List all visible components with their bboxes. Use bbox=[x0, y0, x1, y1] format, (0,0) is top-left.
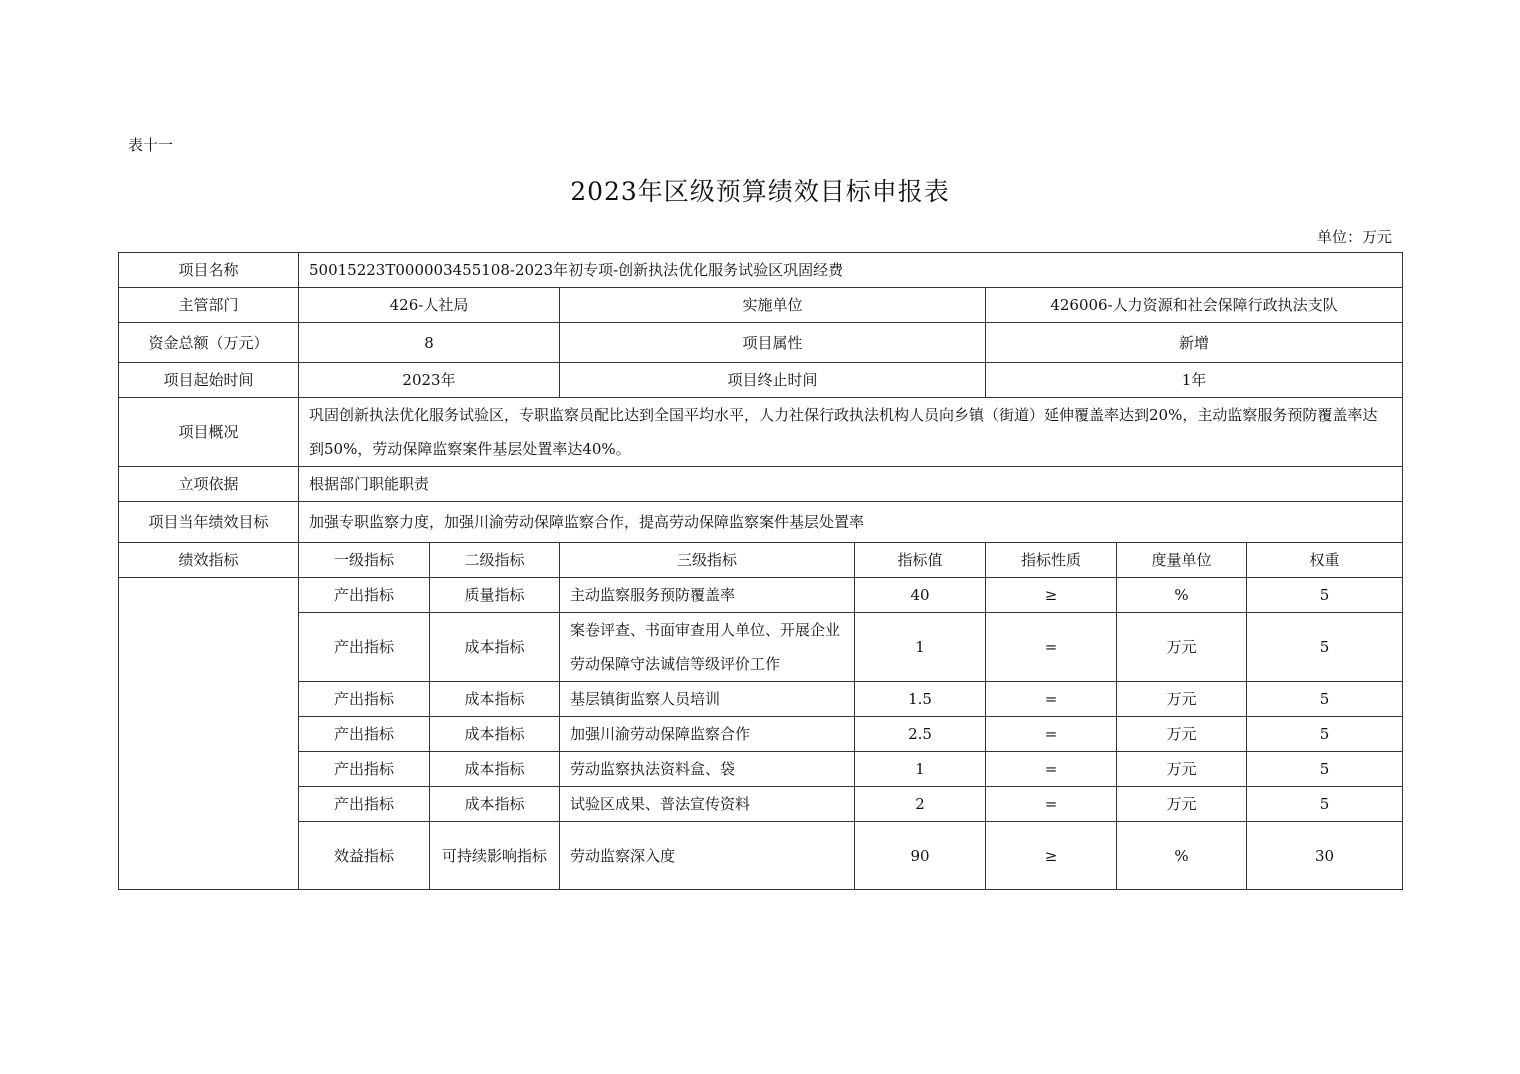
basis-label: 立项依据 bbox=[119, 467, 299, 502]
cell-value: 1.5 bbox=[855, 682, 986, 717]
cell-unit: 万元 bbox=[1117, 682, 1247, 717]
table-row bbox=[119, 717, 1403, 752]
table-row bbox=[119, 613, 1403, 682]
cell-value: 2.5 bbox=[855, 717, 986, 752]
cell-level3: 试验区成果、普法宣传资料 bbox=[560, 787, 855, 822]
table-row bbox=[119, 752, 1403, 787]
goal-value: 加强专职监察力度，加强川渝劳动保障监察合作，提高劳动保障监察案件基层处置率 bbox=[299, 502, 1403, 543]
header-value: 指标值 bbox=[855, 543, 986, 578]
cell-weight: 5 bbox=[1247, 717, 1403, 752]
cell-nature: = bbox=[986, 717, 1117, 752]
cell-nature: ≥ bbox=[986, 822, 1117, 890]
indicator-label: 绩效指标 bbox=[119, 543, 299, 578]
unit-label: 单位：万元 bbox=[1316, 228, 1392, 246]
cell-unit: % bbox=[1117, 822, 1247, 890]
cell-level3: 劳动监察执法资料盒、袋 bbox=[560, 752, 855, 787]
cell-value: 90 bbox=[855, 822, 986, 890]
cell-weight: 30 bbox=[1247, 822, 1403, 890]
indicator-header-row bbox=[119, 543, 1403, 578]
basis-value: 根据部门职能职责 bbox=[299, 467, 1403, 502]
row-period bbox=[119, 363, 1403, 398]
row-basis bbox=[119, 467, 1403, 502]
cell-level2: 成本指标 bbox=[430, 682, 560, 717]
project-name-label: 项目名称 bbox=[119, 253, 299, 288]
cell-level3: 加强川渝劳动保障监察合作 bbox=[560, 717, 855, 752]
start-label: 项目起始时间 bbox=[119, 363, 299, 398]
cell-level3: 基层镇街监察人员培训 bbox=[560, 682, 855, 717]
project-name-value: 50015223T000003455108-2023年初专项-创新执法优化服务试验区巩固经费 bbox=[299, 253, 1403, 288]
cell-nature: = bbox=[986, 682, 1117, 717]
cell-level3: 主动监察服务预防覆盖率 bbox=[560, 578, 855, 613]
cell-weight: 5 bbox=[1247, 787, 1403, 822]
cell-nature: ≥ bbox=[986, 578, 1117, 613]
cell-nature: = bbox=[986, 613, 1117, 682]
fund-value: 8 bbox=[299, 323, 560, 363]
cell-level2: 成本指标 bbox=[430, 752, 560, 787]
dept-label: 主管部门 bbox=[119, 288, 299, 323]
header-level1: 一级指标 bbox=[299, 543, 430, 578]
indicator-blank-cell bbox=[119, 578, 299, 890]
cell-level1: 产出指标 bbox=[299, 752, 430, 787]
row-project-name bbox=[119, 253, 1403, 288]
header-level3: 三级指标 bbox=[560, 543, 855, 578]
cell-level2: 成本指标 bbox=[430, 613, 560, 682]
goal-label: 项目当年绩效目标 bbox=[119, 502, 299, 543]
impl-label: 实施单位 bbox=[560, 288, 986, 323]
cell-level1: 产出指标 bbox=[299, 682, 430, 717]
end-value: 1年 bbox=[986, 363, 1403, 398]
overview-value: 巩固创新执法优化服务试验区，专职监察员配比达到全国平均水平，人力社保行政执法机构人员向乡镇（街道）延伸覆盖率达到20%，主动监察服务预防覆盖率达到50%，劳动保障监察案件基层处置率达40%。 bbox=[299, 398, 1403, 467]
table-number: 表十一 bbox=[128, 136, 174, 154]
attr-value: 新增 bbox=[986, 323, 1403, 363]
header-nature: 指标性质 bbox=[986, 543, 1117, 578]
cell-level1: 效益指标 bbox=[299, 822, 430, 890]
cell-value: 1 bbox=[855, 613, 986, 682]
cell-nature: = bbox=[986, 752, 1117, 787]
performance-target-table bbox=[118, 252, 1403, 890]
cell-unit: 万元 bbox=[1117, 787, 1247, 822]
cell-level3: 劳动监察深入度 bbox=[560, 822, 855, 890]
cell-weight: 5 bbox=[1247, 613, 1403, 682]
table-row bbox=[119, 822, 1403, 890]
cell-unit: 万元 bbox=[1117, 717, 1247, 752]
cell-level1: 产出指标 bbox=[299, 717, 430, 752]
row-fund bbox=[119, 323, 1403, 363]
cell-value: 1 bbox=[855, 752, 986, 787]
dept-value: 426-人社局 bbox=[299, 288, 560, 323]
cell-level2: 成本指标 bbox=[430, 717, 560, 752]
cell-unit: 万元 bbox=[1117, 752, 1247, 787]
cell-value: 40 bbox=[855, 578, 986, 613]
document-title: 2023年区级预算绩效目标申报表 bbox=[570, 177, 950, 206]
end-label: 项目终止时间 bbox=[560, 363, 986, 398]
cell-level1: 产出指标 bbox=[299, 787, 430, 822]
cell-unit: % bbox=[1117, 578, 1247, 613]
cell-value: 2 bbox=[855, 787, 986, 822]
row-department bbox=[119, 288, 1403, 323]
cell-level1: 产出指标 bbox=[299, 578, 430, 613]
overview-label: 项目概况 bbox=[119, 398, 299, 467]
header-weight: 权重 bbox=[1247, 543, 1403, 578]
row-overview bbox=[119, 398, 1403, 467]
header-level2: 二级指标 bbox=[430, 543, 560, 578]
header-unit: 度量单位 bbox=[1117, 543, 1247, 578]
cell-unit: 万元 bbox=[1117, 613, 1247, 682]
cell-level2: 成本指标 bbox=[430, 787, 560, 822]
table-row bbox=[119, 682, 1403, 717]
table-row bbox=[119, 787, 1403, 822]
cell-level2: 质量指标 bbox=[430, 578, 560, 613]
row-goal bbox=[119, 502, 1403, 543]
cell-weight: 5 bbox=[1247, 682, 1403, 717]
cell-nature: = bbox=[986, 787, 1117, 822]
start-value: 2023年 bbox=[299, 363, 560, 398]
cell-level3: 案卷评查、书面审查用人单位、开展企业劳动保障守法诚信等级评价工作 bbox=[560, 613, 855, 682]
impl-value: 426006-人力资源和社会保障行政执法支队 bbox=[986, 288, 1403, 323]
cell-weight: 5 bbox=[1247, 578, 1403, 613]
fund-label: 资金总额（万元） bbox=[119, 323, 299, 363]
cell-level2: 可持续影响指标 bbox=[430, 822, 560, 890]
attr-label: 项目属性 bbox=[560, 323, 986, 363]
table-row bbox=[119, 578, 1403, 613]
cell-weight: 5 bbox=[1247, 752, 1403, 787]
cell-level1: 产出指标 bbox=[299, 613, 430, 682]
